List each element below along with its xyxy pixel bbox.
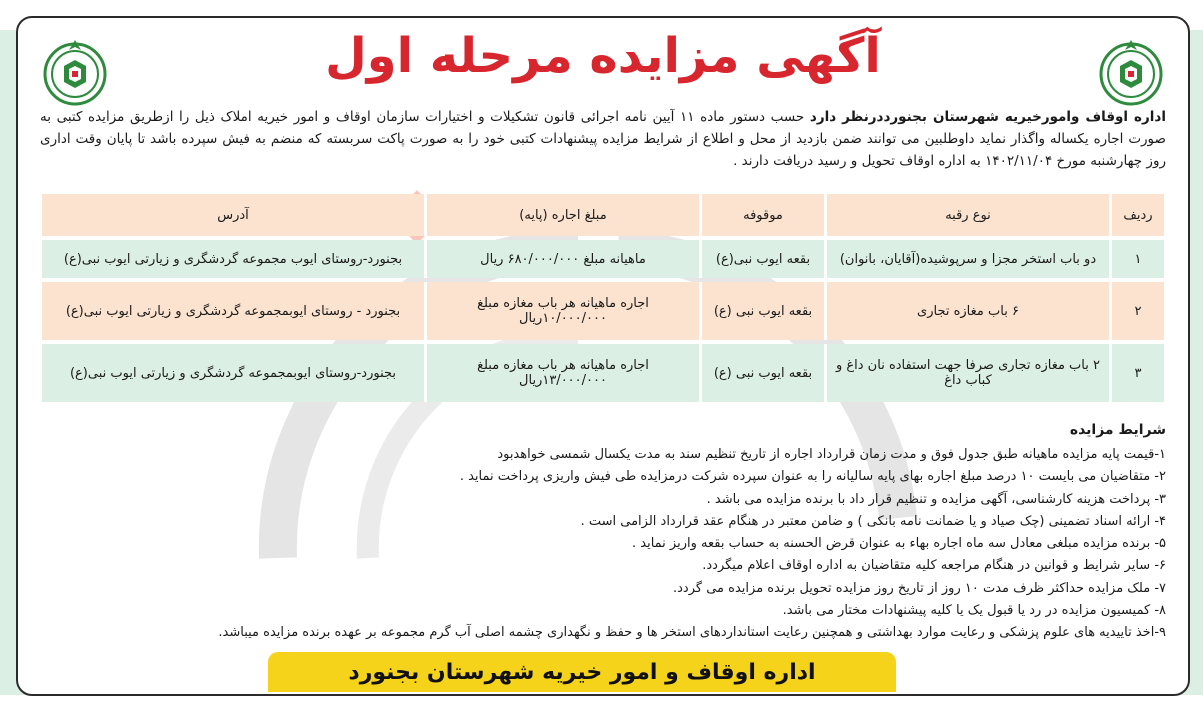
condition-item: ۱-قیمت پایه مزایده ماهیانه طبق جدول فوق و مدت زمان قرارداد اجاره از تاریخ تنظیم سند به مدت یکسال شمسی خواهدبود xyxy=(497,447,1166,462)
cell-address: بجنورد-روستای ایوب مجموعه گردشگری و زیارتی ایوب نبی(ع) xyxy=(42,240,424,278)
cell-endowment: بقعه ایوب نبی(ع) xyxy=(699,240,824,278)
cell-property-type: دو باب استخر مجزا و سرپوشیده(آقایان، بانوان) xyxy=(824,240,1109,278)
table-row xyxy=(42,282,1164,340)
page-title: آگهی مزایده مرحله اول xyxy=(325,28,881,84)
intro-lead: اداره اوقاف وامورخیریه شهرستان بجنوردد‌رنظر دارد xyxy=(809,109,1166,125)
header-property-type: نوع رقبه xyxy=(824,194,1109,236)
intro-paragraph xyxy=(40,106,1166,172)
cell-base-rent: ماهیانه مبلغ ۶۸۰/۰۰۰/۰۰۰ ریال xyxy=(424,240,699,278)
footer-banner: اداره اوقاف و امور خیریه شهرستان بجنورد xyxy=(268,652,896,692)
cell-base-rent: اجاره ماهیانه هر باب مغازه مبلغ ۱۳/۰۰۰/۰۰۰ریال xyxy=(424,344,699,402)
cell-endowment: بقعه ایوب نبی (ع) xyxy=(699,282,824,340)
condition-item: ۲- متقاضیان می بایست ۱۰ درصد مبلغ اجاره بهای پایه سالیانه را به عنوان سپرده شرکت درمزایده طی فیش واریزی پرداخت نماید . xyxy=(459,469,1166,485)
cell-row-number: ۳ xyxy=(1109,344,1164,402)
cell-property-type: ۶ باب مغازه تجاری xyxy=(824,282,1109,340)
header-row-number: ردیف xyxy=(1109,194,1164,236)
header-endowment: موقوفه xyxy=(699,194,824,236)
auction-table xyxy=(42,190,1164,406)
header-address: آدرس xyxy=(42,194,424,236)
cell-address: بجنورد-روستای ایوبمجموعه گردشگری و زیارتی ایوب نبی(ع) xyxy=(42,344,424,402)
condition-item: ۵- برنده مزایده مبلغی معادل سه ماه اجاره بهاء به عنوان قرض الحسنه به حساب بقعه واریز نماید . xyxy=(632,536,1166,552)
cell-endowment: بقعه ایوب نبی (ع) xyxy=(699,344,824,402)
table-row xyxy=(42,240,1164,278)
cell-base-rent: اجاره ماهیانه هر باب مغازه مبلغ ۱۰/۰۰۰/۰۰۰ریال xyxy=(424,282,699,340)
ad-frame xyxy=(16,16,1190,696)
intro-body: حسب دستور ماده ۱۱ آیین نامه اجرائی قانون تشکیلات و اختیارات سازمان اوقاف و امور خیریه املاک ذیل را ازطریق مزایده کتبی به صورت اجاره یکساله واگذار نماید داوطلبین می توانند ضمن بازدید از محل و اطلاع از شرایط مزایده پیشنهادات کتبی خود را به صورت پاکت سربسته که منضم به فیش سپرده باشد تا پایان وقت اداری روز چهارشنبه مورخ ۱۴۰۲/۱۱/۰۴ به اداره اوقاف تحویل و رسید دریافت دارند . xyxy=(40,109,1166,169)
table-header-row xyxy=(42,194,1164,236)
header-base-rent: مبلغ اجاره (پایه) xyxy=(424,194,699,236)
cell-property-type: ۲ باب مغازه تجاری صرفا جهت استفاده نان داغ و کباب داغ xyxy=(824,344,1109,402)
condition-item: ۸- کمیسیون مزایده در رد یا قبول یک یا کلیه پیشنهادات مختار می باشد. xyxy=(782,603,1166,619)
condition-item: ۴- ارائه اسناد تضمینی (چک صیاد و یا ضمانت نامه بانکی ) و ضامن معتبر در هنگام عقد قرارداد الزامی است . xyxy=(580,513,1166,529)
conditions-title: شرایط مزایده xyxy=(1069,422,1166,438)
condition-item: ۷- ملک مزایده حداکثر ظرف مدت ۱۰ روز از تاریخ روز مزایده تحویل برنده مزایده می گردد. xyxy=(673,580,1166,596)
condition-item: ۶- سایر شرایط و قوانین در هنگام مراجعه کلیه متقاضیان به اداره اوقاف اعلام میگردد. xyxy=(702,558,1166,574)
cell-row-number: ۲ xyxy=(1109,282,1164,340)
conditions-list xyxy=(40,444,1166,645)
condition-item: ۹-اخذ تاییدیه های علوم پزشکی و رعایت موارد بهداشتی و همچنین رعایت استانداردهای استخر ها و حفظ و نگهداری چشمه اصلی آب گرم مجموعه بر عهده برنده مزایده میباشد. xyxy=(218,625,1166,641)
condition-item: ۳- پرداخت هزینه کارشناسی، آگهی مزایده و تنظیم قرار داد با برنده مزایده می باشد . xyxy=(706,491,1166,507)
cell-address: بجنورد - روستای ایوبمجموعه گردشگری و زیارتی ایوب نبی(ع) xyxy=(42,282,424,340)
table-row xyxy=(42,344,1164,402)
cell-row-number: ۱ xyxy=(1109,240,1164,278)
